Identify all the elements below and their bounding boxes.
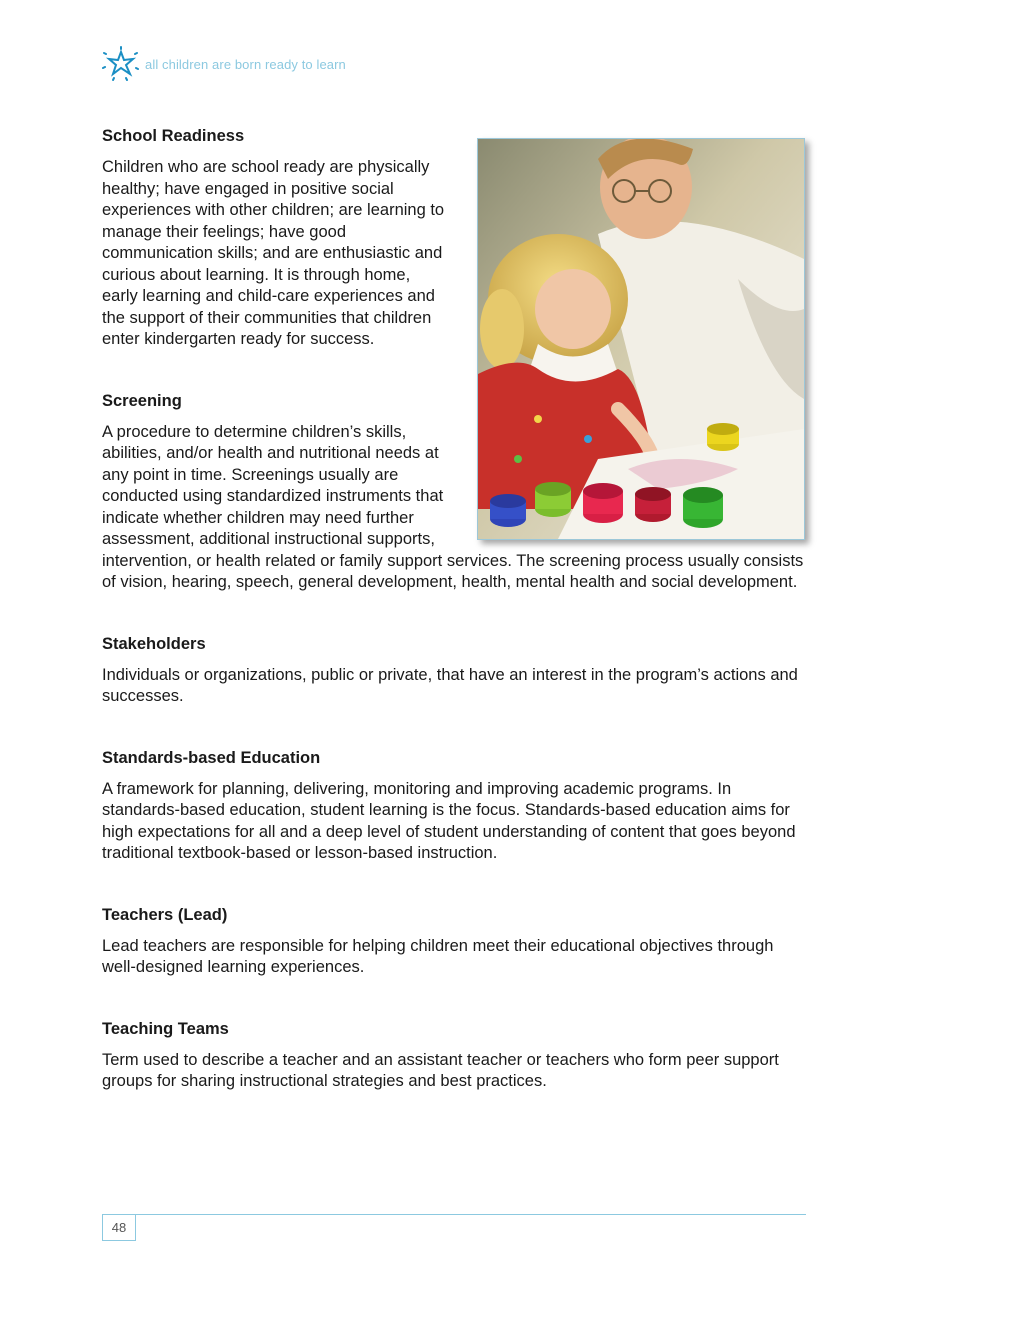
- glossary-entry: [102, 634, 806, 708]
- entry-definition: Individuals or organizations, public or private, that have an interest in the program’s actions and successes.: [102, 665, 798, 705]
- glossary-entry: [102, 905, 806, 979]
- entry-term: Teaching Teams: [102, 1019, 229, 1038]
- page-number: 48: [102, 1214, 136, 1241]
- entry-definition: A framework for planning, delivering, monitoring and improving academic programs. In standards-based education, student learning is the focus. Standards-based education aims for high expectations for all and a deep level of student understanding of content that goes beyond traditional textbook-based or lesson-based instruction.: [102, 779, 796, 862]
- glossary-entry: [102, 1019, 806, 1093]
- header-tagline: all children are born ready to learn: [145, 56, 346, 72]
- entry-definition: A procedure to determine children’s skills, abilities, and/or health and nutritional needs at any point in time. Screenings usually are conducted using standardized instruments that indicate whether children may need further assessment, additional instructional supports, intervention, or health related or family support services. The screening process usually consists of vision, hearing, speech, general development, health, mental health and social development.: [102, 422, 804, 591]
- entry-definition: Children who are school ready are physically healthy; have engaged in positive social experiences with other children; are learning to manage their feelings; have good communication skills; and are enthusiastic and curious about learning. It is through home, early learning and child-care experiences and the support of their communities that children enter kindergarten ready for success.: [102, 158, 445, 348]
- entry-term: Teachers (Lead): [102, 905, 228, 924]
- entry-definition: Lead teachers are responsible for helping children meet their educational objectives through well-designed learning experiences.: [102, 936, 774, 976]
- entry-definition: Term used to describe a teacher and an assistant teacher or teachers who form peer support groups for sharing instructional strategies and best practices.: [102, 1050, 779, 1090]
- photo-teacher-child-painting-icon: [477, 138, 805, 540]
- entry-term: Screening: [102, 391, 182, 410]
- footer-rule: [102, 1214, 806, 1215]
- entry-term: School Readiness: [102, 127, 245, 145]
- starburst-icon: [102, 46, 140, 82]
- entry-term: Stakeholders: [102, 634, 206, 653]
- glossary-content: [102, 126, 806, 1133]
- photo-frame: [477, 138, 806, 540]
- entry-term: Standards-based Education: [102, 748, 321, 767]
- glossary-entry: [102, 748, 806, 865]
- page-header: [102, 46, 346, 82]
